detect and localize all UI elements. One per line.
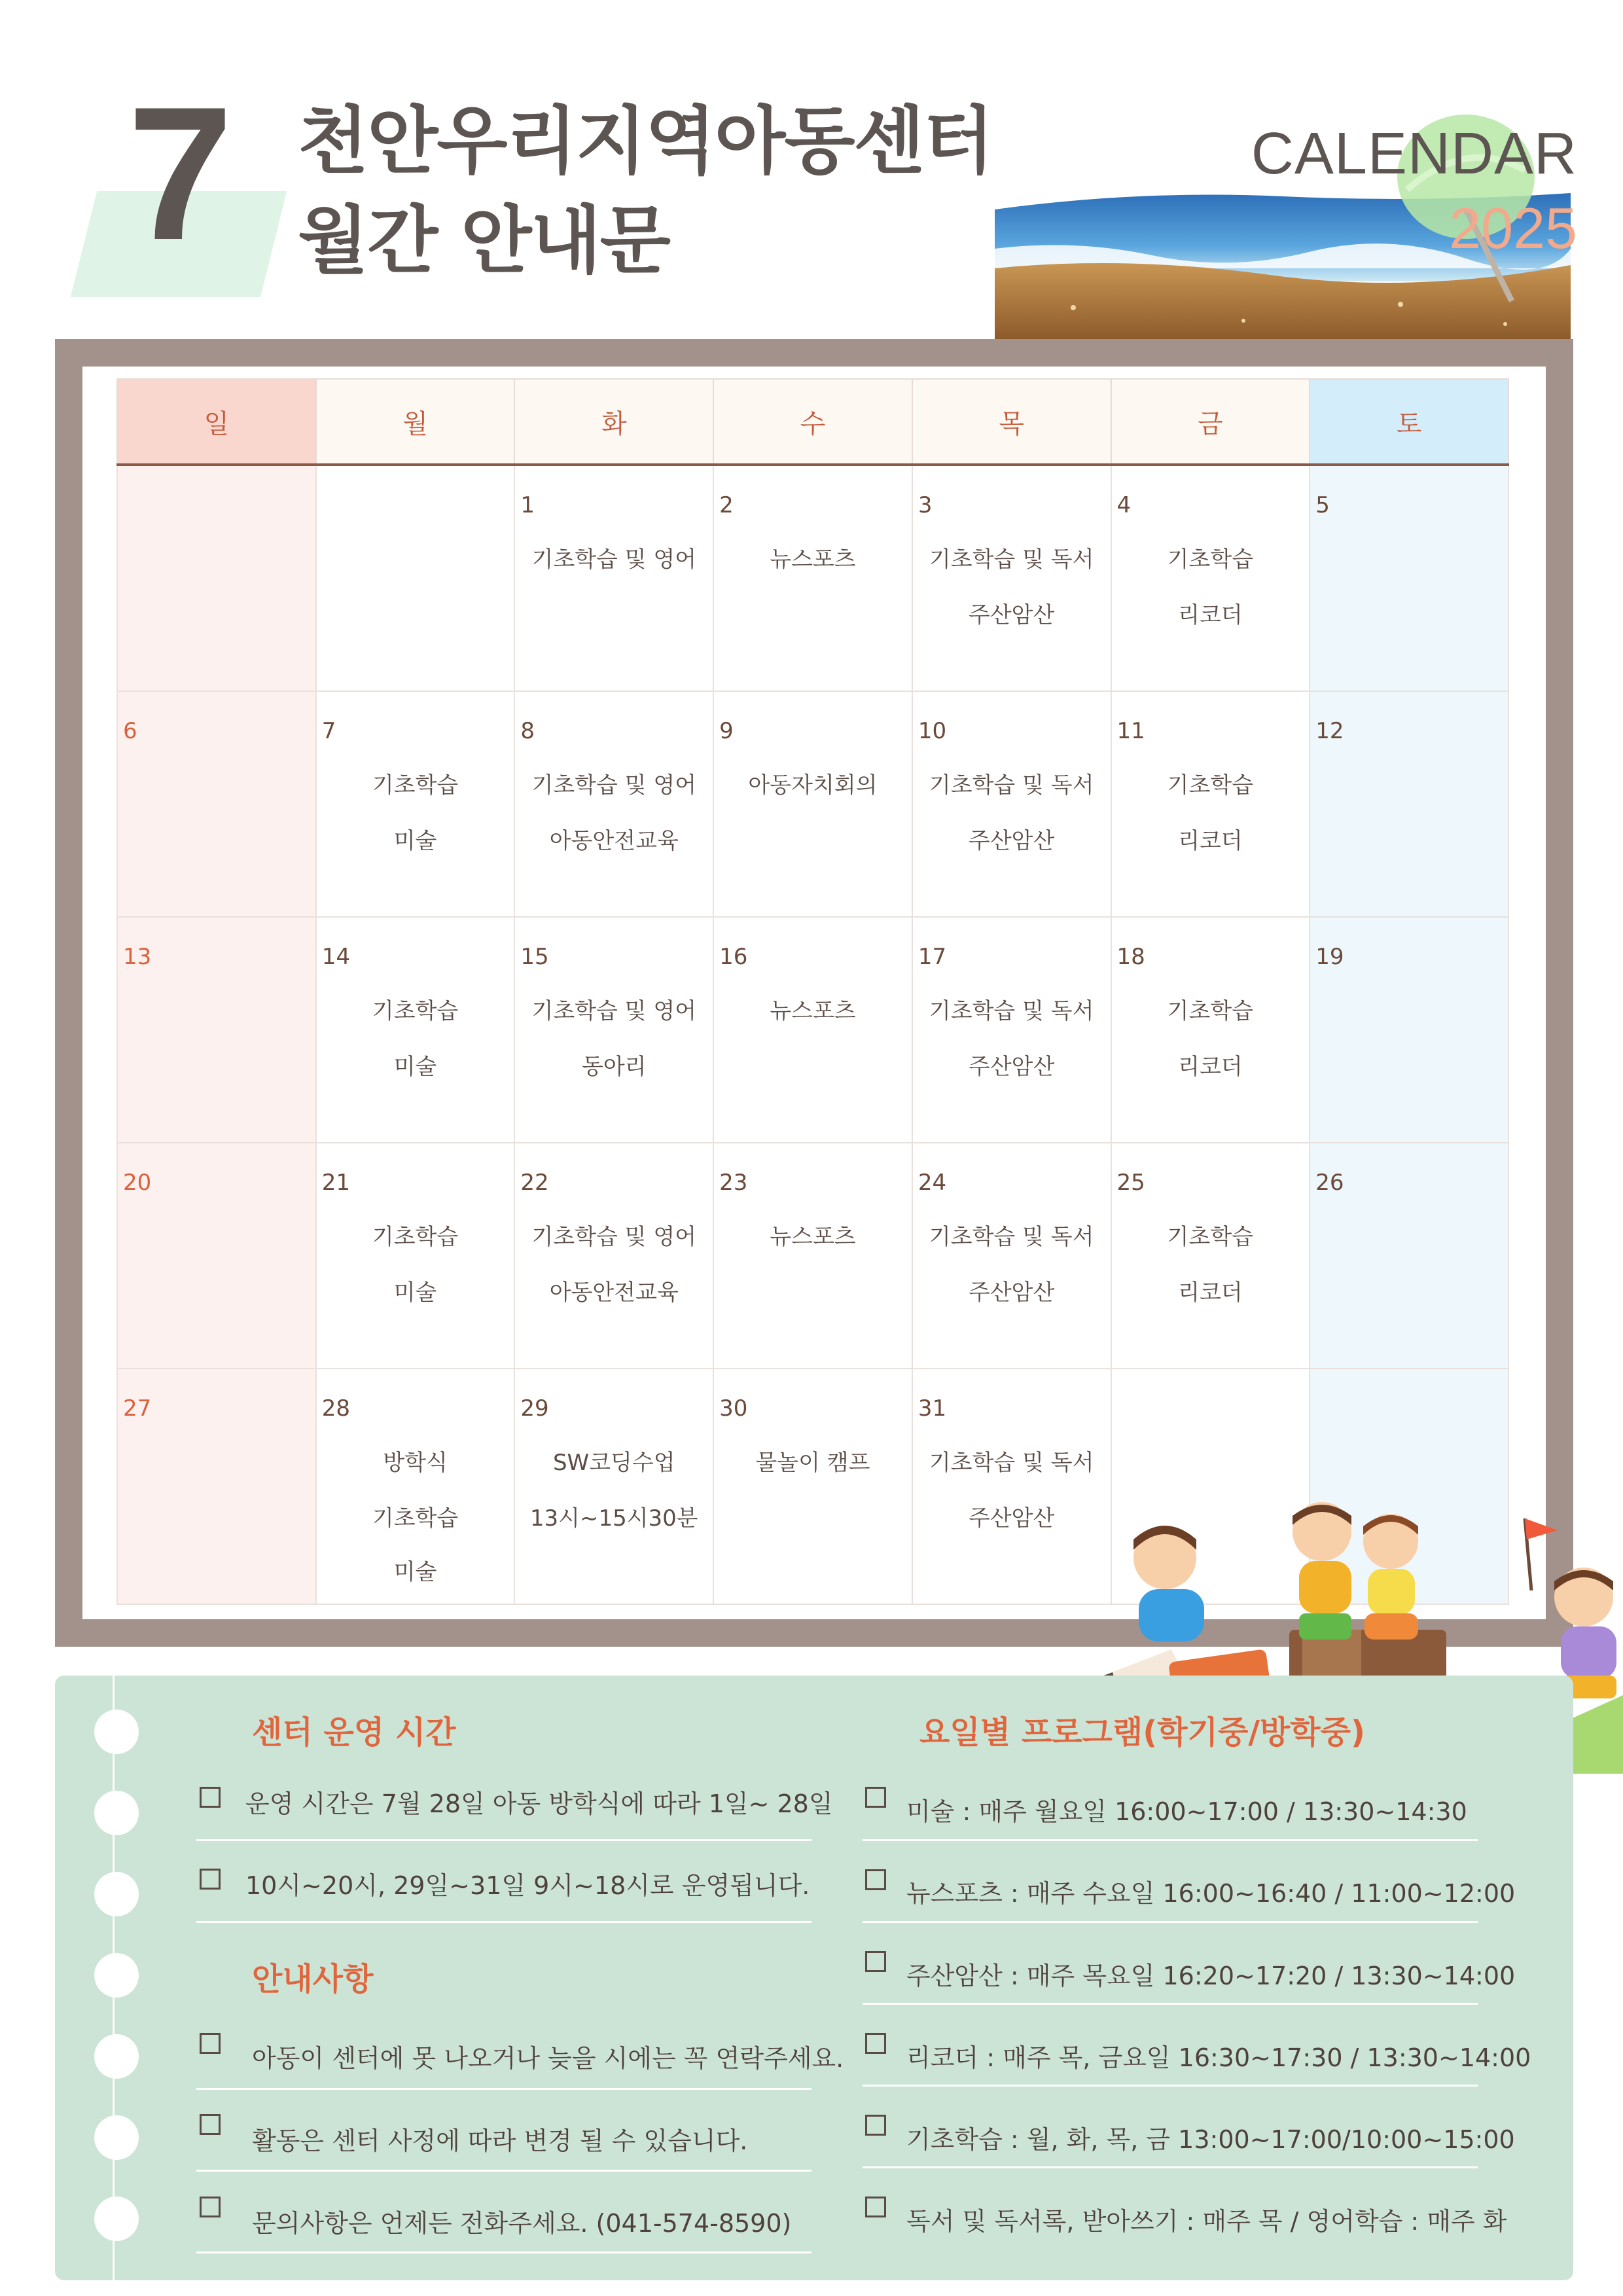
day-number: 2 bbox=[719, 492, 734, 518]
divider bbox=[196, 2088, 812, 2090]
calendar-day-cell bbox=[117, 1143, 316, 1369]
calendar-day-cell bbox=[117, 465, 316, 691]
checkbox-icon bbox=[865, 2033, 886, 2054]
day-event: 기초학습 및 영어 bbox=[531, 1224, 697, 1250]
calendar-day-cell bbox=[1310, 1143, 1508, 1369]
weekday-header-row bbox=[117, 379, 1508, 465]
weekday-tue: 화 bbox=[514, 379, 713, 465]
day-event: 물놀이 캠프 bbox=[755, 1450, 870, 1476]
day-event: 미술 bbox=[393, 1280, 437, 1306]
month-number: 7 bbox=[128, 67, 234, 279]
divider bbox=[863, 1921, 1478, 1923]
day-event: 주산암산 bbox=[968, 828, 1055, 854]
page-header bbox=[0, 0, 1623, 340]
day-event: 기초학습 및 독서 bbox=[929, 547, 1094, 573]
day-event: 기초학습 및 영어 bbox=[531, 998, 697, 1024]
calendar-day-cell bbox=[316, 917, 515, 1143]
day-number: 24 bbox=[918, 1170, 947, 1196]
day-event: 기초학습 bbox=[1167, 547, 1254, 573]
divider bbox=[863, 1839, 1478, 1841]
day-number: 25 bbox=[1116, 1170, 1145, 1196]
calendar-day-cell bbox=[1111, 691, 1310, 917]
day-event: 기초학습 및 독서 bbox=[929, 1450, 1094, 1476]
hours-line-2: 10시~20시, 29일~31일 9시~18시로 운영됩니다. bbox=[245, 1871, 810, 1900]
day-event: 기초학습 및 영어 bbox=[531, 772, 697, 798]
calendar-week-row bbox=[117, 691, 1508, 917]
day-number: 27 bbox=[123, 1395, 152, 1422]
day-event: 미술 bbox=[393, 828, 437, 854]
day-number: 19 bbox=[1315, 944, 1344, 970]
calendar-day-cell bbox=[1111, 917, 1310, 1143]
calendar-day-cell bbox=[713, 1369, 912, 1604]
program-section-title: 요일별 프로그램(학기중/방학중) bbox=[919, 1714, 1365, 1751]
notice-line-1: 아동이 센터에 못 나오거나 늦을 시에는 꼭 연락주세요. bbox=[252, 2044, 844, 2073]
checkbox-icon bbox=[865, 2197, 886, 2217]
checkbox-icon bbox=[200, 2197, 221, 2217]
binder-hole bbox=[94, 1710, 139, 1754]
day-event: 뉴스포츠 bbox=[770, 1224, 856, 1250]
day-event: 기초학습 bbox=[372, 772, 459, 798]
day-event: 기초학습 및 독서 bbox=[929, 1224, 1094, 1250]
program-line-3: 주산암산 : 매주 목요일 16:20~17:20 / 13:30~14:00 bbox=[906, 1962, 1516, 1990]
day-number: 15 bbox=[520, 944, 549, 970]
calendar-day-cell bbox=[1310, 691, 1508, 917]
calendar-day-cell bbox=[912, 917, 1111, 1143]
divider bbox=[196, 2170, 812, 2172]
day-event: 리코더 bbox=[1178, 828, 1243, 854]
day-number: 22 bbox=[520, 1170, 549, 1196]
calendar-day-cell bbox=[1111, 1143, 1310, 1369]
calendar-day-cell bbox=[514, 917, 713, 1143]
weekday-sun: 일 bbox=[117, 379, 316, 465]
calendar-day-cell bbox=[514, 691, 713, 917]
program-line-4: 리코더 : 매주 목, 금요일 16:30~17:30 / 13:30~14:00 bbox=[906, 2043, 1531, 2072]
binder-hole bbox=[94, 1791, 139, 1835]
notice-line-3: 문의사항은 언제든 전화주세요. (041-574-8590) bbox=[252, 2209, 792, 2238]
day-number: 31 bbox=[918, 1395, 947, 1422]
calendar-label: CALENDAR bbox=[1251, 121, 1577, 187]
program-line-5: 기초학습 : 월, 화, 목, 금 13:00~17:00/10:00~15:00 bbox=[906, 2125, 1515, 2154]
day-number: 21 bbox=[321, 1170, 350, 1196]
day-event: 리코더 bbox=[1178, 1280, 1243, 1306]
day-number: 9 bbox=[719, 718, 734, 744]
calendar-day-cell bbox=[1310, 917, 1508, 1143]
day-number: 28 bbox=[321, 1395, 350, 1422]
weekday-sat: 토 bbox=[1310, 379, 1508, 465]
calendar-year: 2025 bbox=[1449, 196, 1577, 260]
day-event: 아동자치회의 bbox=[748, 772, 878, 798]
day-event: 미술 bbox=[393, 1054, 437, 1080]
checkbox-icon bbox=[865, 1787, 886, 1808]
day-event: 아동안전교육 bbox=[549, 828, 679, 854]
calendar-day-cell bbox=[117, 917, 316, 1143]
day-event: 기초학습 bbox=[1167, 772, 1254, 798]
checkbox-icon bbox=[865, 1869, 886, 1890]
center-name: 천안우리지역아동센터 bbox=[298, 99, 993, 184]
day-number: 5 bbox=[1315, 492, 1330, 518]
day-event: SW코딩수업 bbox=[552, 1450, 675, 1476]
weekday-mon: 월 bbox=[316, 379, 515, 465]
day-number: 17 bbox=[918, 944, 947, 970]
day-number: 7 bbox=[321, 718, 336, 744]
day-event: 기초학습 및 독서 bbox=[929, 772, 1094, 798]
calendar-day-cell bbox=[713, 1143, 912, 1369]
calendar-day-cell bbox=[1310, 465, 1508, 691]
day-event: 리코더 bbox=[1178, 602, 1243, 628]
day-number: 4 bbox=[1116, 492, 1132, 518]
day-number: 29 bbox=[520, 1395, 549, 1422]
calendar-day-cell bbox=[912, 465, 1111, 691]
day-event: 리코더 bbox=[1178, 1054, 1243, 1080]
divider bbox=[196, 2251, 812, 2253]
calendar-week-row bbox=[117, 917, 1508, 1143]
program-line-2: 뉴스포츠 : 매주 수요일 16:00~16:40 / 11:00~12:00 bbox=[906, 1879, 1516, 1908]
checkbox-icon bbox=[865, 2115, 886, 2136]
day-event: 기초학습 및 영어 bbox=[531, 547, 697, 573]
day-number: 30 bbox=[719, 1395, 748, 1422]
day-event: 기초학습 bbox=[372, 1224, 459, 1250]
weekday-wed: 수 bbox=[713, 379, 912, 465]
day-number: 13 bbox=[123, 944, 152, 970]
divider bbox=[196, 1839, 812, 1841]
divider bbox=[863, 2085, 1478, 2087]
day-number: 6 bbox=[123, 718, 137, 744]
day-number: 10 bbox=[918, 718, 947, 744]
day-event: 주산암산 bbox=[968, 1280, 1055, 1306]
calendar-day-cell bbox=[316, 465, 515, 691]
hours-line-1: 운영 시간은 7월 28일 아동 방학식에 따라 1일~ 28일 bbox=[245, 1789, 833, 1818]
day-number: 11 bbox=[1116, 718, 1145, 744]
day-event: 기초학습 bbox=[1167, 998, 1254, 1024]
calendar-day-cell bbox=[713, 917, 912, 1143]
calendar-day-cell bbox=[316, 1143, 515, 1369]
day-number: 18 bbox=[1116, 944, 1145, 970]
divider bbox=[196, 1921, 812, 1923]
binder-hole bbox=[94, 2115, 139, 2160]
calendar-day-cell bbox=[117, 691, 316, 917]
calendar-week-row bbox=[117, 465, 1508, 691]
day-event: 동아리 bbox=[581, 1054, 647, 1080]
day-event: 뉴스포츠 bbox=[770, 547, 856, 573]
calendar-day-cell bbox=[117, 1369, 316, 1604]
checkbox-icon bbox=[200, 2114, 221, 2135]
calendar-day-cell bbox=[713, 465, 912, 691]
calendar-day-cell bbox=[912, 691, 1111, 917]
calendar-day-cell bbox=[514, 1369, 713, 1604]
day-event: 주산암산 bbox=[968, 1505, 1055, 1532]
binder-hole bbox=[94, 1872, 139, 1916]
day-number: 8 bbox=[520, 718, 535, 744]
day-event: 주산암산 bbox=[968, 602, 1055, 628]
checkbox-icon bbox=[200, 2033, 221, 2054]
weekday-fri: 금 bbox=[1111, 379, 1310, 465]
program-line-1: 미술 : 매주 월요일 16:00~17:00 / 13:30~14:30 bbox=[906, 1797, 1467, 1826]
calendar-day-cell bbox=[316, 691, 515, 917]
weekday-thu: 목 bbox=[912, 379, 1111, 465]
day-event: 기초학습 및 독서 bbox=[929, 998, 1094, 1024]
binder-hole bbox=[94, 2197, 139, 2241]
calendar-day-cell bbox=[514, 1143, 713, 1369]
calendar-day-cell bbox=[1111, 465, 1310, 691]
day-number: 3 bbox=[918, 492, 933, 518]
day-number: 16 bbox=[719, 944, 748, 970]
day-event: 방학식 bbox=[383, 1450, 448, 1476]
day-event: 뉴스포츠 bbox=[770, 998, 856, 1024]
day-event: 기초학습 bbox=[372, 1505, 459, 1532]
checkbox-icon bbox=[865, 1951, 886, 1972]
document-title: 월간 안내문 bbox=[298, 198, 669, 283]
day-number: 20 bbox=[123, 1170, 152, 1196]
calendar-day-cell bbox=[912, 1143, 1111, 1369]
program-line-6: 독서 및 독서록, 받아쓰기 : 매주 목 / 영어학습 : 매주 화 bbox=[906, 2207, 1507, 2236]
calendar-day-cell bbox=[514, 465, 713, 691]
day-number: 23 bbox=[719, 1170, 748, 1196]
calendar-week-row bbox=[117, 1143, 1508, 1369]
day-event: 미술 bbox=[393, 1559, 437, 1585]
day-event: 기초학습 bbox=[1167, 1224, 1254, 1250]
day-event: 기초학습 bbox=[372, 998, 459, 1024]
day-number: 12 bbox=[1315, 718, 1344, 744]
binder-hole bbox=[94, 1953, 139, 1998]
monthly-calendar bbox=[116, 378, 1509, 1605]
checkbox-icon bbox=[200, 1869, 221, 1890]
calendar-day-cell bbox=[713, 691, 912, 917]
day-event: 13시~15시30분 bbox=[529, 1505, 698, 1532]
day-number: 14 bbox=[321, 944, 350, 970]
divider bbox=[863, 2003, 1478, 2005]
day-number: 1 bbox=[520, 492, 535, 518]
calendar-day-cell bbox=[316, 1369, 515, 1604]
binder-hole bbox=[94, 2034, 139, 2079]
notice-line-2: 활동은 센터 사정에 따라 변경 될 수 있습니다. bbox=[252, 2126, 748, 2155]
notice-section-title: 안내사항 bbox=[252, 1961, 374, 1998]
day-event: 주산암산 bbox=[968, 1054, 1055, 1080]
day-number: 26 bbox=[1315, 1170, 1344, 1196]
day-event: 아동안전교육 bbox=[549, 1280, 679, 1306]
divider bbox=[863, 2166, 1478, 2168]
checkbox-icon bbox=[200, 1787, 221, 1808]
hours-section-title: 센터 운영 시간 bbox=[252, 1714, 456, 1751]
